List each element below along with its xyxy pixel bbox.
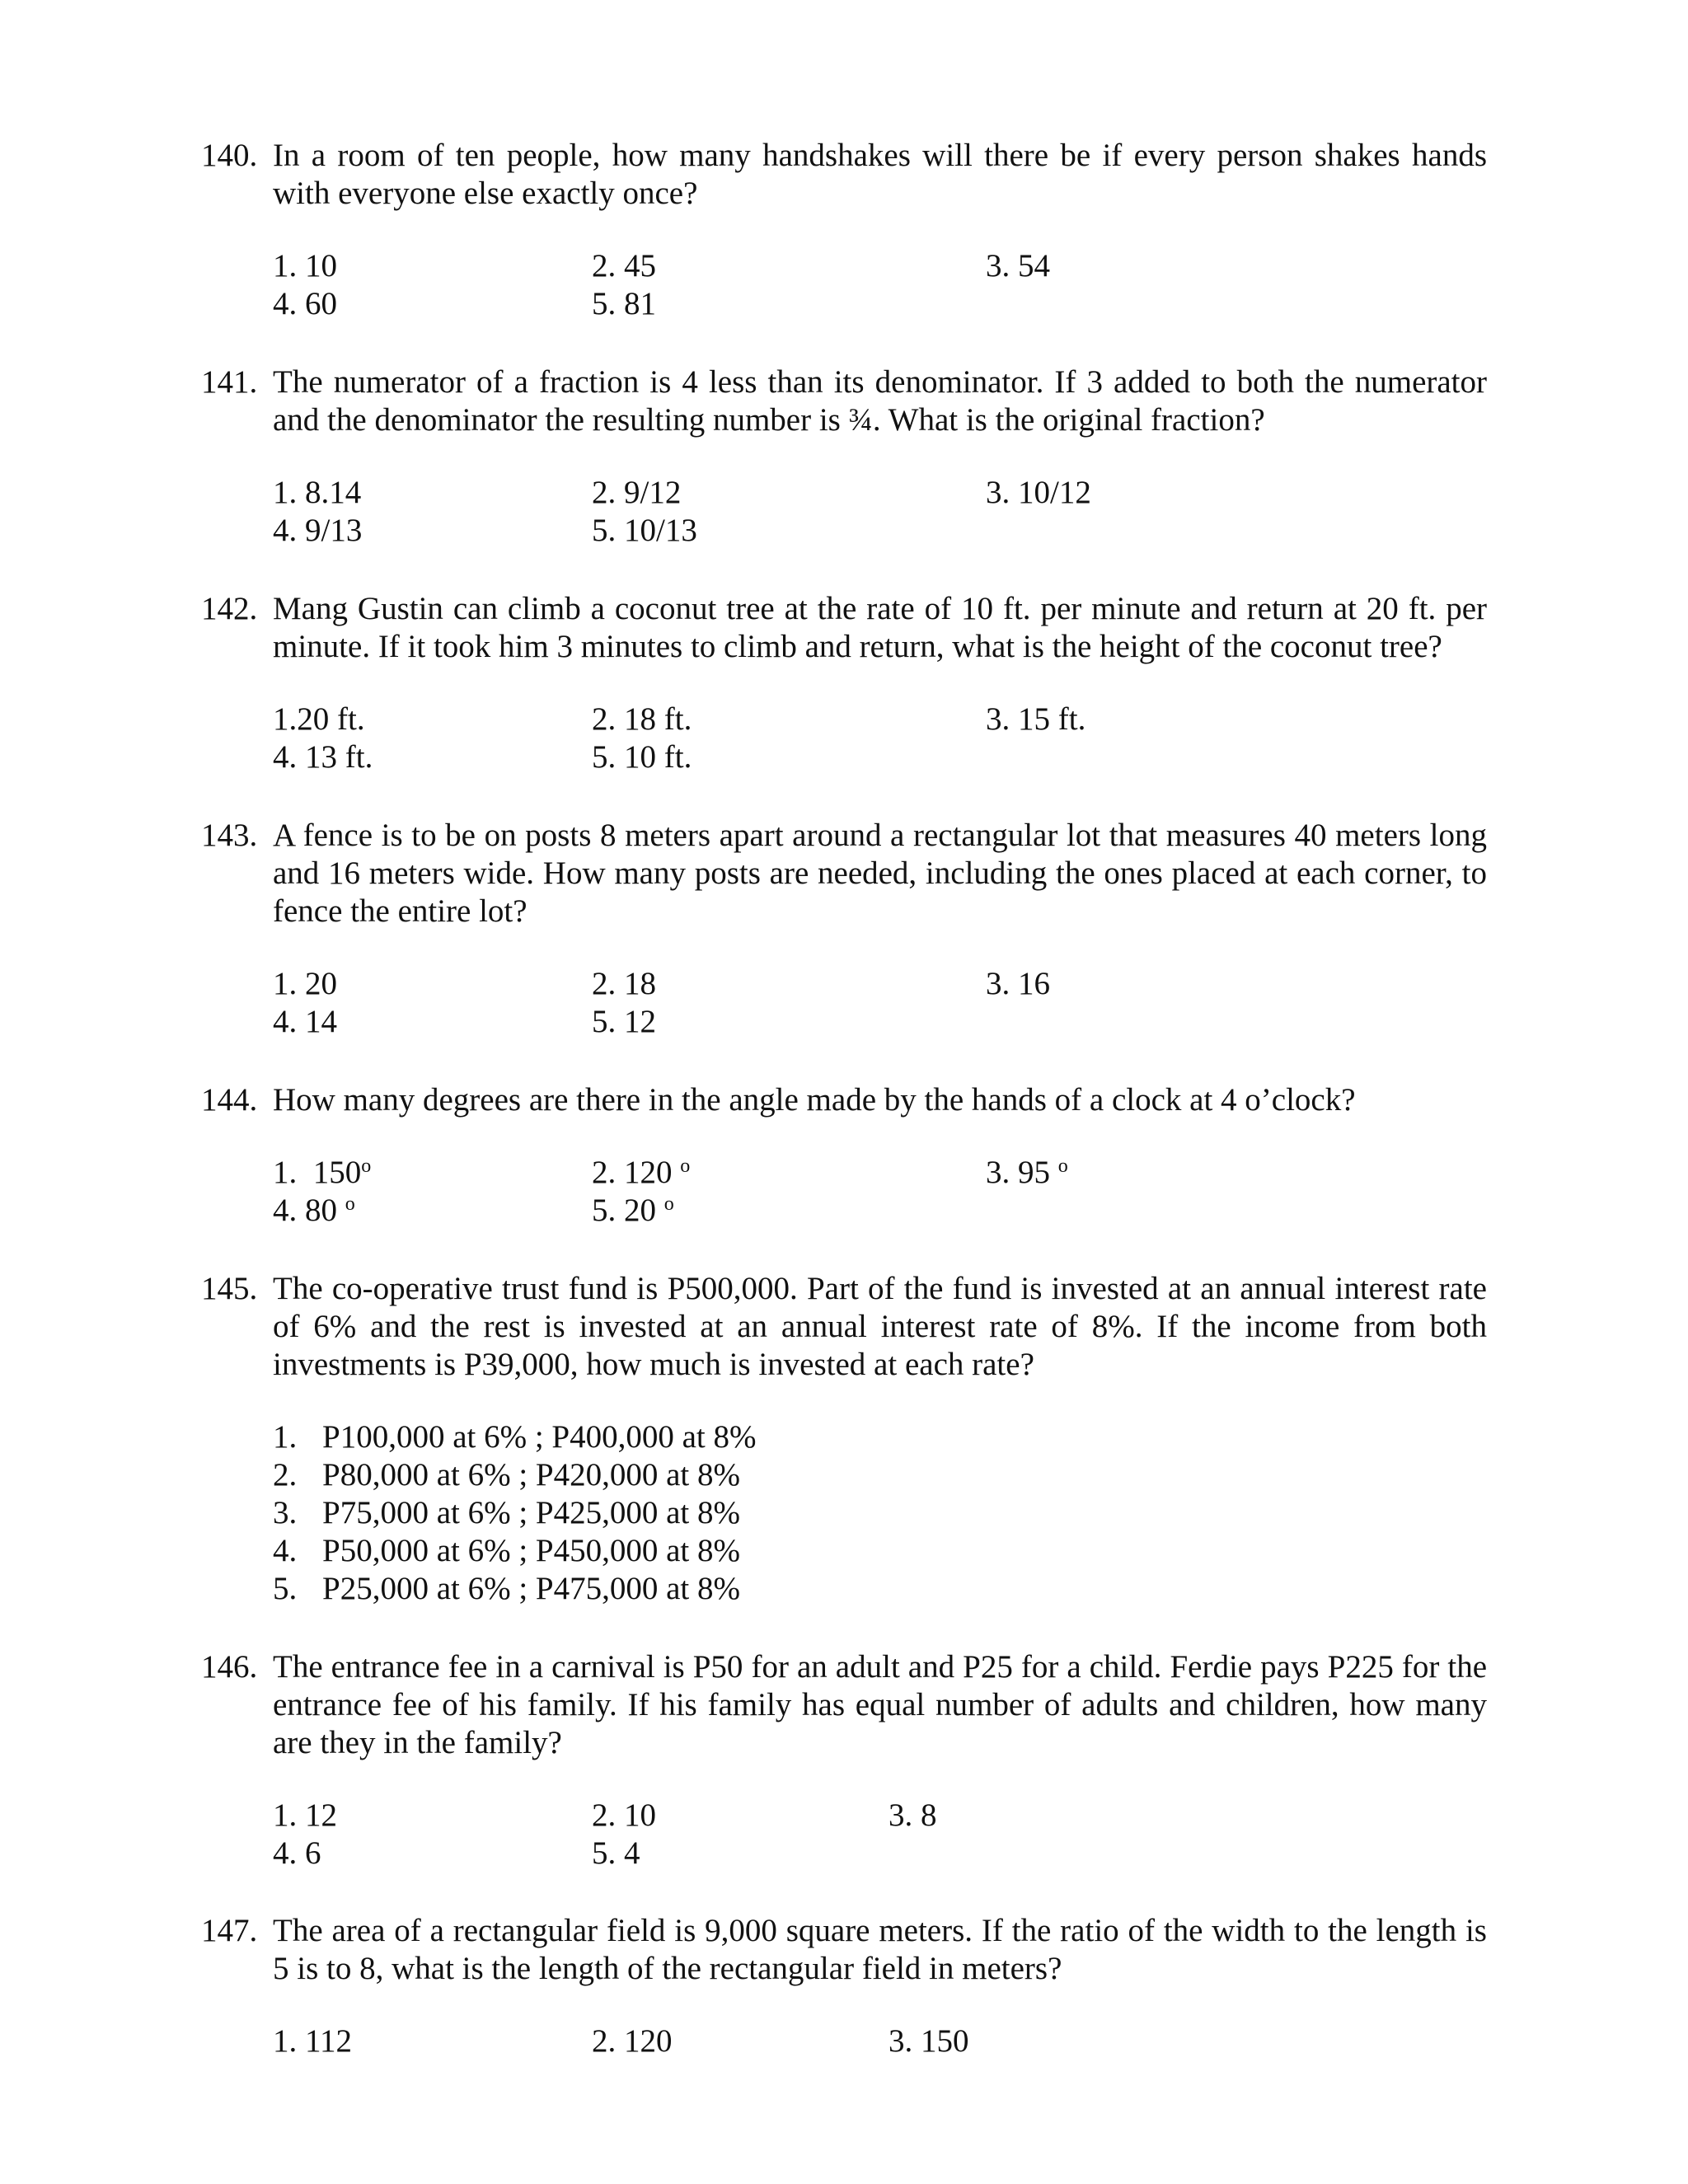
- choice-5: 5. 10 ft.: [592, 739, 692, 775]
- question-147: [201, 1912, 1487, 2060]
- choice-3: 3. 8: [889, 1797, 937, 1833]
- choice-4: 4. 9/13: [273, 513, 363, 548]
- question-text: In a room of ten people, how many handshakes will there be if every person shakes hands with everyone else exactly once?: [273, 138, 1487, 211]
- question-text: Mang Gustin can climb a coconut tree at the rate of 10 ft. per minute and return at 20 ft. per minute. If it took him 3 minutes to climb and return, what is the height of the coconut tree?: [273, 591, 1487, 664]
- choice-1: 1. 8.14: [273, 475, 362, 510]
- choice-1: 1. 12: [273, 1797, 337, 1833]
- choice-2: 2. 120 $^o$: [592, 1155, 691, 1190]
- question-142: [201, 590, 1487, 776]
- answer-choices: [273, 247, 1487, 323]
- question-143: [201, 817, 1487, 1041]
- choice-2: 2. 18 ft.: [592, 701, 692, 737]
- question-number: 145.: [201, 1271, 258, 1306]
- choice-2: 2. P80,000 at 6% ; P420,000 at 8%: [273, 1457, 740, 1493]
- question-text: The entrance fee in a carnival is P50 for an adult and P25 for a child. Ferdie pays P225 for the entrance fee of his family. If his family has equal number of adults and children, how many are they in the family?: [273, 1649, 1487, 1760]
- question-number: 143.: [201, 818, 258, 853]
- answer-choices: [273, 1154, 1487, 1230]
- degree-mark: o: [680, 1155, 691, 1177]
- question-number: 142.: [201, 591, 258, 626]
- question-141: [201, 363, 1487, 550]
- choice-3: 3. 16: [986, 966, 1050, 1001]
- choice-4: 4. 60: [273, 286, 337, 321]
- choice-5: 5. 4: [592, 1835, 640, 1871]
- choice-3: 3. 15 ft.: [986, 701, 1086, 737]
- choice-4: 4. 14: [273, 1004, 337, 1039]
- choice-2: 2. 120: [592, 2023, 673, 2059]
- choice-1: 1. 10: [273, 248, 337, 284]
- choice-1: 1.20 ft.: [273, 701, 365, 737]
- choice-2: 2. 45: [592, 248, 656, 284]
- question-number: 146.: [201, 1649, 258, 1685]
- question-number: 144.: [201, 1082, 258, 1118]
- choice-5: 5. 20 $^o$: [592, 1193, 674, 1228]
- choice-3: 3. 10/12: [986, 475, 1091, 510]
- answer-choices: [273, 474, 1487, 550]
- choice-1: 1. 150$^o$: [273, 1155, 372, 1190]
- question-text: The numerator of a fraction is 4 less than its denominator. If 3 added to both the numerator and the denominator the resulting number is ¾. What is the original fraction?: [273, 364, 1487, 438]
- question-140: [201, 137, 1487, 323]
- question-number: 147.: [201, 1913, 258, 1948]
- choice-4: 4. 80 $^o$: [273, 1193, 355, 1228]
- choice-2: 2. 18: [592, 966, 656, 1001]
- answer-choices: [273, 1797, 1487, 1872]
- question-146: [201, 1648, 1487, 1872]
- choice-4: 4. P50,000 at 6% ; P450,000 at 8%: [273, 1533, 740, 1568]
- answer-choices: [273, 701, 1487, 776]
- choice-5: 5. P25,000 at 6% ; P475,000 at 8%: [273, 1571, 740, 1606]
- question-text: The co-operative trust fund is P500,000. Part of the fund is invested at an annual interest rate of 6% and the rest is invested at an annual interest rate of 8%. If the income from both investments is P39,000, how much is invested at each rate?: [273, 1271, 1487, 1382]
- choice-3: 3. 150: [889, 2023, 969, 2059]
- degree-mark: o: [663, 1193, 674, 1215]
- choice-5: 5. 12: [592, 1004, 656, 1039]
- choice-3: 3. P75,000 at 6% ; P425,000 at 8%: [273, 1495, 740, 1530]
- question-text: The area of a rectangular field is 9,000 square meters. If the ratio of the width to the length is 5 is to 8, what is the length of the rectangular field in meters?: [273, 1913, 1487, 1986]
- question-text: A fence is to be on posts 8 meters apart around a rectangular lot that measures 40 meters long and 16 meters wide. How many posts are needed, including the ones placed at each corner, to fence the entire lot?: [273, 818, 1487, 929]
- choice-2: 2. 10: [592, 1797, 656, 1833]
- answer-choices: [273, 965, 1487, 1041]
- choice-1: 1. 112: [273, 2023, 353, 2059]
- degree-mark: o: [345, 1193, 355, 1215]
- choice-4: 4. 13 ft.: [273, 739, 373, 775]
- choice-5: 5. 81: [592, 286, 656, 321]
- question-number: 141.: [201, 364, 258, 400]
- answer-choices: [273, 2022, 1487, 2060]
- answer-choices: [273, 1418, 1487, 1608]
- choice-4: 4. 6: [273, 1835, 321, 1871]
- choice-1: 1. 20: [273, 966, 337, 1001]
- choice-3: 3. 95 $^o$: [986, 1155, 1068, 1190]
- question-144: [201, 1081, 1487, 1230]
- question-145: [201, 1270, 1487, 1608]
- degree-mark: o: [1057, 1155, 1068, 1177]
- choice-2: 2. 9/12: [592, 475, 682, 510]
- degree-mark: o: [361, 1155, 372, 1177]
- question-text: How many degrees are there in the angle made by the hands of a clock at 4 o’clock?: [273, 1082, 1356, 1118]
- question-number: 140.: [201, 138, 258, 173]
- choice-5: 5. 10/13: [592, 513, 697, 548]
- choice-1: 1. P100,000 at 6% ; P400,000 at 8%: [273, 1419, 757, 1455]
- choice-3: 3. 54: [986, 248, 1050, 284]
